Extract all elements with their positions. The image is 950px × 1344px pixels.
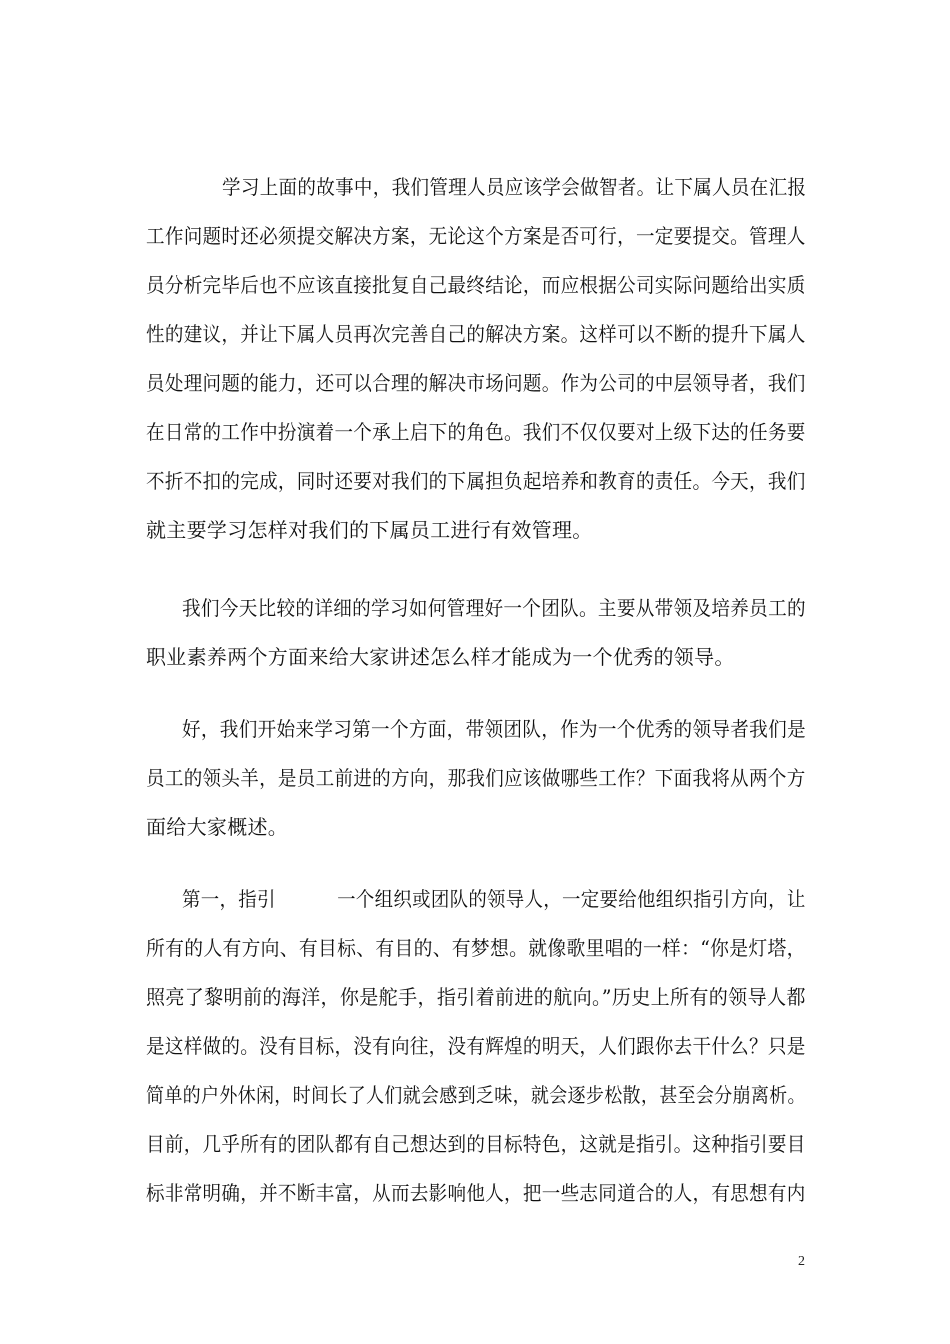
paragraph-line: 所有的人有方向、有目标、有目的、有梦想。就像歌里唱的一样：“你是灯塔， <box>146 936 806 960</box>
paragraph-line: 照亮了黎明前的海洋，你是舵手，指引着前进的航向。”历史上所有的领导人都 <box>146 985 806 1009</box>
paragraph-line: 不折不扣的完成，同时还要对我们的下属担负起培养和教育的责任。今天，我们 <box>146 469 806 493</box>
paragraph-line: 学习上面的故事中，我们管理人员应该学会做智者。让下属人员在汇报 <box>222 175 807 199</box>
paragraph-line: 第一，指引 一个组织或团队的领导人，一定要给他组织指引方向，让 <box>182 887 806 911</box>
paragraph-line: 是这样做的。没有目标，没有向往，没有辉煌的明天，人们跟你去干什么？只是 <box>146 1034 806 1058</box>
paragraph-line: 工作问题时还必须提交解决方案，无论这个方案是否可行，一定要提交。管理人 <box>146 224 806 248</box>
paragraph-line: 职业素养两个方面来给大家讲述怎么样才能成为一个优秀的领导。 <box>146 645 735 669</box>
paragraph-line: 面给大家概述。 <box>146 815 289 839</box>
paragraph-line: 目前，几乎所有的团队都有自己想达到的目标特色，这就是指引。这种指引要目 <box>146 1132 806 1156</box>
paragraph-line: 员处理问题的能力，还可以合理的解决市场问题。作为公司的中层领导者，我们 <box>146 371 806 395</box>
paragraph-line: 在日常的工作中扮演着一个承上启下的角色。我们不仅仅要对上级下达的任务要 <box>146 420 806 444</box>
paragraph-line: 员工的领头羊，是员工前进的方向，那我们应该做哪些工作？下面我将从两个方 <box>146 766 806 790</box>
paragraph-line: 标非常明确，并不断丰富，从而去影响他人，把一些志同道合的人，有思想有内 <box>146 1181 806 1205</box>
paragraph-line: 好，我们开始来学习第一个方面，带领团队，作为一个优秀的领导者我们是 <box>182 717 806 741</box>
paragraph-line: 简单的户外休闲，时间长了人们就会感到乏味，就会逐步松散，甚至会分崩离析。 <box>146 1083 806 1107</box>
page-number: 2 <box>798 1254 805 1269</box>
paragraph-line: 我们今天比较的详细的学习如何管理好一个团队。主要从带领及培养员工的 <box>182 596 806 620</box>
paragraph-line: 性的建议，并让下属人员再次完善自己的解决方案。这样可以不断的提升下属人 <box>146 322 806 346</box>
paragraph-line: 员分析完毕后也不应该直接批复自己最终结论，而应根据公司实际问题给出实质 <box>146 273 806 297</box>
paragraph-line: 就主要学习怎样对我们的下属员工进行有效管理。 <box>146 518 593 542</box>
